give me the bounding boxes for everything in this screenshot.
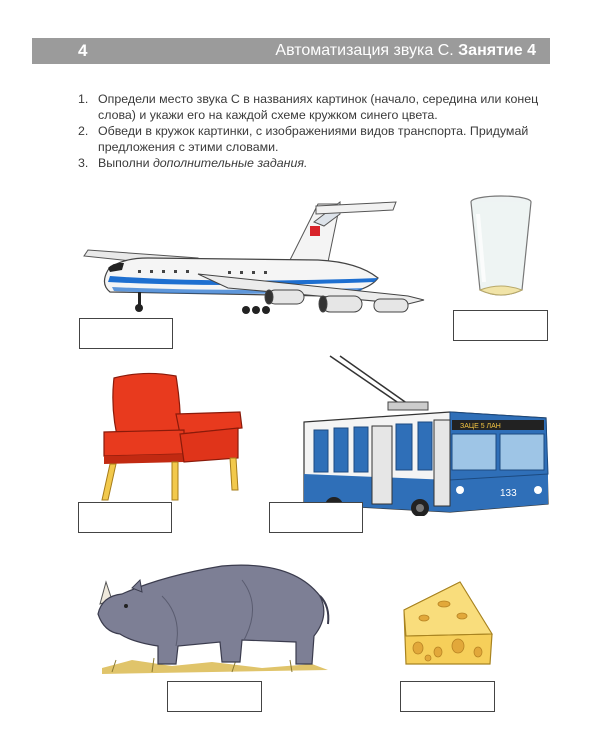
- instructions-list: [78, 92, 556, 173]
- answer-box-airplane[interactable]: [79, 318, 173, 349]
- instruction-2: 2. Обведи в кружок картинки, с изображениями видов транспорта. Придумай предложения с этими словами.: [78, 124, 529, 154]
- title-bold: Занятие 4: [458, 42, 536, 59]
- answer-box-chair[interactable]: [78, 502, 172, 533]
- cheese-picture: [398, 578, 498, 670]
- page-title: [275, 42, 536, 60]
- answer-box-cheese[interactable]: [400, 681, 495, 712]
- glass-picture: [466, 194, 536, 302]
- bus-number: 133: [500, 488, 517, 499]
- header-bar: [32, 38, 550, 64]
- chair-picture: [100, 372, 246, 502]
- answer-box-trolleybus[interactable]: [269, 502, 363, 533]
- trolleybus-picture: [300, 354, 550, 516]
- route-label: ЗАЦЕ 5 ЛАН: [460, 423, 501, 430]
- answer-box-rhino[interactable]: [167, 681, 262, 712]
- instruction-3: 3. Выполни дополнительные задания.: [78, 156, 308, 171]
- title-main: Автоматизация звука С.: [275, 42, 454, 59]
- airplane-picture: [78, 192, 428, 322]
- instruction-1: 1. Определи место звука С в названиях картинок (начало, середина или конец слова) и укажи его на каждой схеме кружком синего цвета.: [78, 92, 539, 122]
- answer-box-glass[interactable]: [453, 310, 548, 341]
- page-number: 4: [78, 41, 88, 60]
- rhino-picture: [92, 556, 336, 680]
